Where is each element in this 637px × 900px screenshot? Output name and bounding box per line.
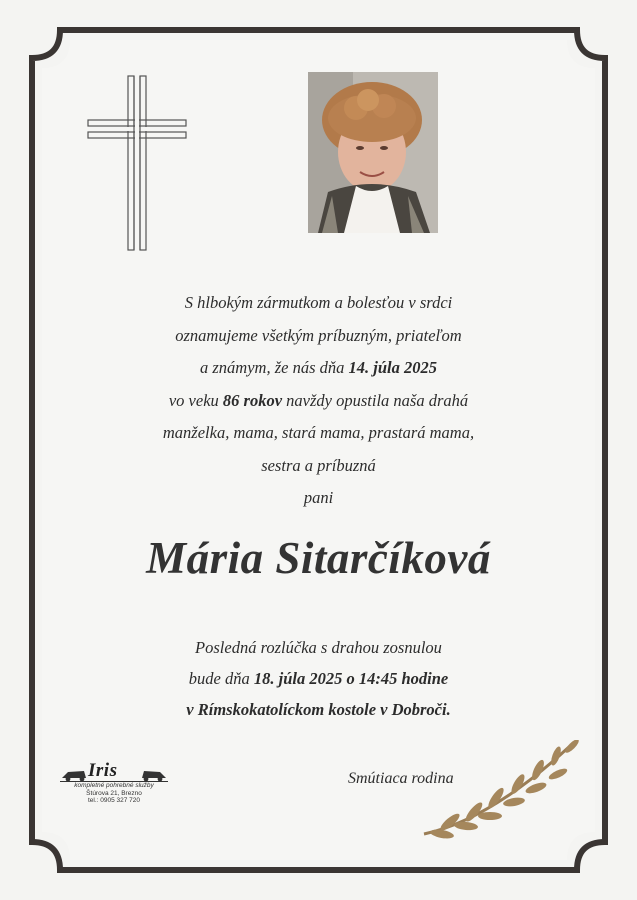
text-segment: pani: [303, 488, 334, 507]
funeral-service-logo: [58, 760, 170, 806]
announcement-text: [60, 287, 577, 515]
logo-address: Štúrova 21, Brezno: [86, 790, 142, 797]
emphasized-text: 14. júla 2025: [348, 358, 437, 377]
announcement-line: [60, 450, 577, 483]
logo-phone: tel.: 0905 327 720: [87, 797, 141, 804]
announcement-line: [60, 352, 577, 385]
text-segment: oznamujeme všetkým príbuzným, priateľom: [175, 325, 462, 345]
text-segment: bude dňa: [188, 669, 254, 688]
text-segment: a známym, že nás dňa: [200, 358, 349, 377]
text-segment: vo veku: [168, 390, 223, 410]
text-segment: manželka, mama, stará mama, prastará mama,: [162, 423, 475, 442]
farewell-text: [60, 632, 577, 725]
announcement-line: [60, 287, 577, 320]
text-segment: Posledná rozlúčka s drahou zosnulou: [195, 638, 442, 657]
announcement-line: [60, 417, 577, 450]
farewell-line: [60, 632, 577, 663]
cross-icon: [86, 74, 188, 254]
text-segment: sestra a príbuzná: [261, 455, 376, 475]
wheat-branch-icon: [420, 740, 585, 840]
deceased-name: Mária Sitarčíková: [146, 533, 491, 583]
emphasized-text: 18. júla 2025 o 14:45 hodine: [253, 669, 449, 688]
announcement-line: [60, 385, 577, 418]
emphasized-text: 86 rokov: [222, 390, 283, 410]
farewell-line: [60, 694, 577, 725]
text-segment: S hlbokým zármutkom a bolesťou v srdci: [184, 293, 453, 312]
signature: Smútiaca rodina: [348, 770, 454, 787]
announcement-line: [60, 482, 577, 515]
logo-brand: Iris: [88, 760, 118, 781]
portrait-photo: [308, 72, 438, 233]
logo-tagline: kompletné pohrebné služby: [74, 782, 154, 789]
announcement-line: [60, 320, 577, 353]
text-segment: navždy opustila naša drahá: [282, 390, 469, 410]
farewell-line: [60, 663, 577, 694]
emphasized-text: v Rímskokatolíckom kostole v Dobroči.: [186, 700, 451, 719]
